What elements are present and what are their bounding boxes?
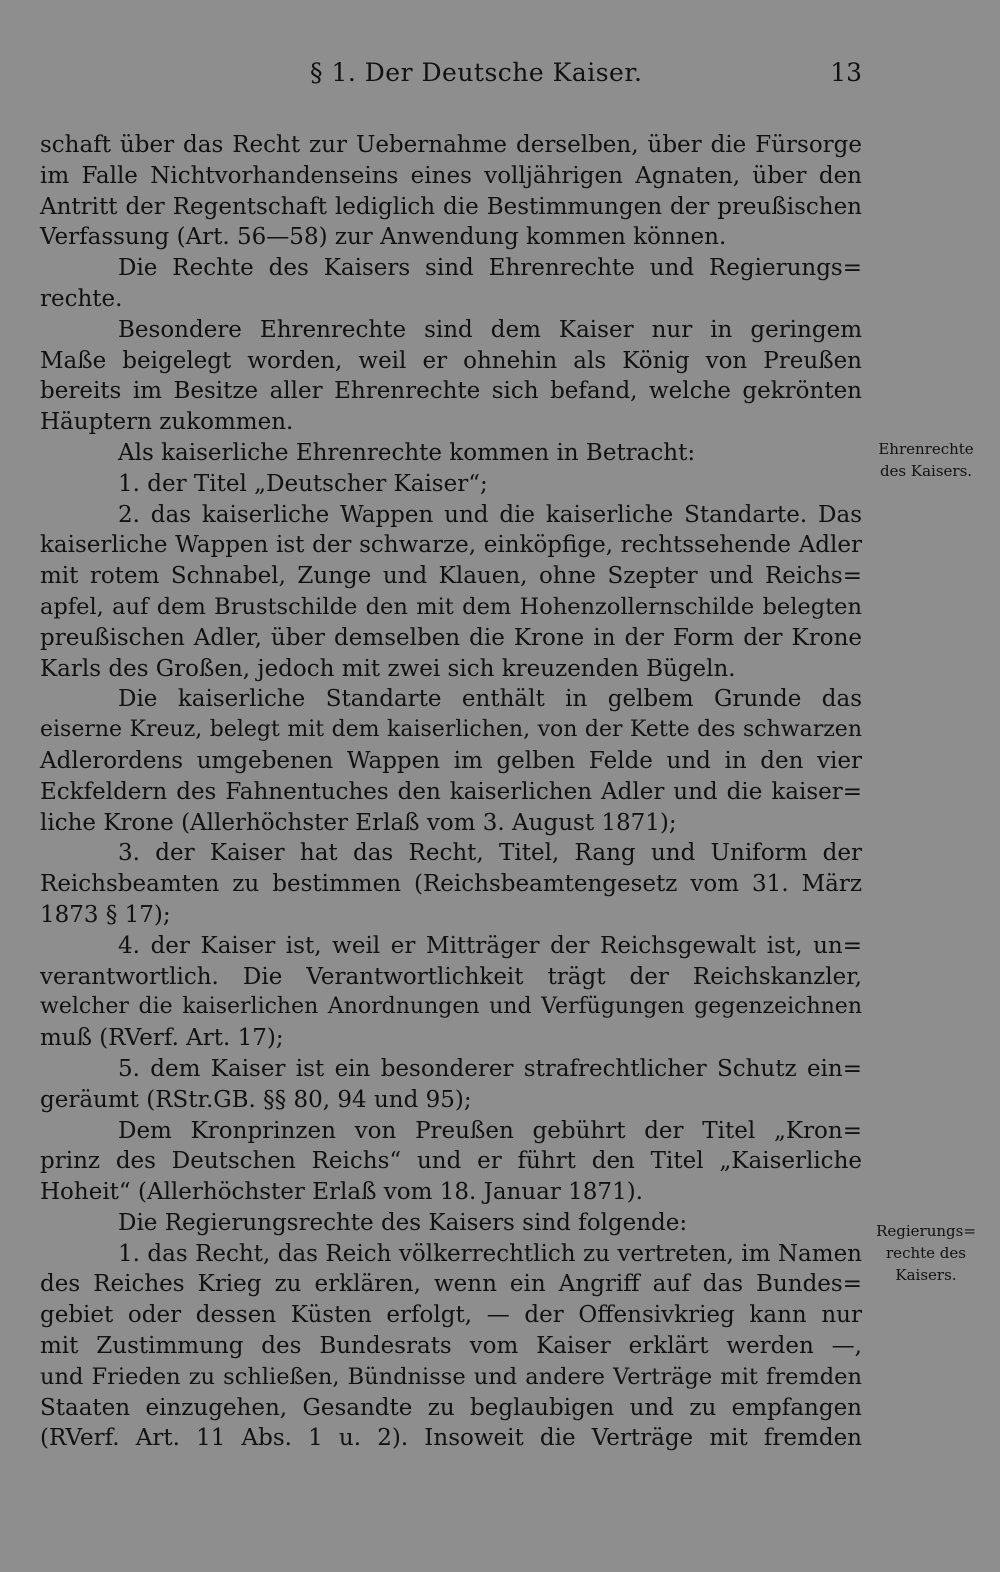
text-line: Die kaiserliche Standarte enthält in gelbem Grunde das — [118, 686, 862, 713]
text-line: Eckfeldern des Fahnentuches den kaiserlichen Adler und die kaiser= — [40, 778, 862, 805]
text-line: Adlerordens umgebenen Wappen im gelben Felde und in den vier — [40, 747, 862, 774]
text-line: rechte. — [40, 285, 123, 312]
margin-note-regierungsrechte — [866, 1220, 986, 1286]
text-line: liche Krone (Allerhöchster Erlaß vom 3. August 1871); — [40, 809, 677, 836]
text-line: (RVerf. Art. 11 Abs. 1 u. 2). Insoweit die Verträge mit fremden — [40, 1425, 862, 1452]
text-line: Die Regierungsrechte des Kaisers sind folgende: — [118, 1209, 688, 1236]
text-line: Besondere Ehrenrechte sind dem Kaiser nur in geringem — [118, 316, 862, 343]
text-line: mit Zustimmung des Bundesrats vom Kaiser erklärt werden —, — [40, 1333, 862, 1360]
text-line: bereits im Besitze aller Ehrenrechte sich befand, welche gekrönten — [40, 378, 862, 405]
body-text — [40, 130, 862, 1454]
text-line: Häuptern zukommen. — [40, 409, 294, 436]
running-header — [40, 58, 862, 98]
text-line: gebiet oder dessen Küsten erfolgt, — der Offensivkrieg kann nur — [40, 1302, 862, 1329]
text-line: 3. der Kaiser hat das Recht, Titel, Rang und Uniform der — [118, 840, 862, 867]
text-line: apfel, auf dem Brustschilde den mit dem Hohenzollernschilde belegten — [40, 593, 862, 620]
margin-note-line: rechte des — [886, 1244, 966, 1262]
text-line: Staaten einzugehen, Gesandte zu beglaubigen und zu empfangen — [40, 1394, 862, 1421]
text-line: mit rotem Schnabel, Zunge und Klauen, ohne Szepter und Reichs= — [40, 563, 862, 590]
margin-note-line: Regierungs= — [876, 1222, 976, 1240]
text-line: welcher die kaiserlichen Anordnungen und Verfügungen gegenzeichnen — [40, 994, 862, 1020]
text-line: prinz des Deutschen Reichs“ und er führt den Titel „Kaiserliche — [40, 1148, 862, 1175]
text-line: preußischen Adler, über demselben die Krone in der Form der Krone — [40, 624, 862, 651]
text-line: im Falle Nichtvorhandenseins eines volljährigen Agnaten, über den — [40, 162, 862, 189]
text-line: muß (RVerf. Art. 17); — [40, 1025, 284, 1052]
page-number: 13 — [830, 58, 862, 87]
text-line: 5. dem Kaiser ist ein besonderer strafrechtlicher Schutz ein= — [118, 1055, 862, 1082]
margin-note-line: Kaisers. — [895, 1266, 957, 1284]
text-line: verantwortlich. Die Verantwortlichkeit trägt der Reichskanzler, — [40, 963, 862, 990]
margin-note-ehrenrechte — [866, 438, 986, 482]
text-line: Reichsbeamten zu bestimmen (Reichsbeamtengesetz vom 31. März — [40, 871, 862, 898]
text-line: Die Rechte des Kaisers sind Ehrenrechte und Regierungs= — [118, 255, 862, 282]
running-title: § 1. Der Deutsche Kaiser. — [310, 58, 643, 87]
text-line: Dem Kronprinzen von Preußen gebührt der Titel „Kron= — [118, 1117, 862, 1144]
text-line: Antritt der Regentschaft lediglich die Bestimmungen der preußischen — [40, 193, 862, 220]
text-line: 1. der Titel „Deutscher Kaiser“; — [118, 470, 488, 497]
text-line: 4. der Kaiser ist, weil er Mitträger der Reichsgewalt ist, un= — [118, 932, 862, 959]
text-line: Karls des Großen, jedoch mit zwei sich kreuzenden Bügeln. — [40, 655, 736, 682]
margin-note-line: des Kaisers. — [879, 462, 973, 480]
text-line: geräumt (RStr.GB. §§ 80, 94 und 95); — [40, 1086, 472, 1113]
text-line: 1873 § 17); — [40, 901, 171, 928]
text-line: eiserne Kreuz, belegt mit dem kaiserlichen, von der Kette des schwarzen — [40, 717, 862, 743]
text-line: des Reiches Krieg zu erklären, wenn ein Angriff auf das Bundes= — [40, 1271, 862, 1298]
text-line: Maße beigelegt worden, weil er ohnehin als König von Preußen — [40, 347, 862, 374]
text-line: kaiserliche Wappen ist der schwarze, einköpfige, rechtssehende Adler — [40, 532, 862, 559]
text-line: Verfassung (Art. 56—58) zur Anwendung kommen können. — [40, 224, 727, 251]
text-line: 1. das Recht, das Reich völkerrechtlich zu vertreten, im Namen — [118, 1240, 862, 1267]
margin-note-line: Ehrenrechte — [878, 440, 974, 458]
text-line: Hoheit“ (Allerhöchster Erlaß vom 18. Januar 1871). — [40, 1179, 643, 1206]
text-line: und Frieden zu schließen, Bündnisse und andere Verträge mit fremden — [40, 1363, 862, 1390]
text-line: 2. das kaiserliche Wappen und die kaiserliche Standarte. Das — [118, 501, 862, 528]
text-line: Als kaiserliche Ehrenrechte kommen in Betracht: — [118, 439, 696, 466]
text-line: schaft über das Recht zur Uebernahme derselben, über die Fürsorge — [40, 132, 862, 158]
